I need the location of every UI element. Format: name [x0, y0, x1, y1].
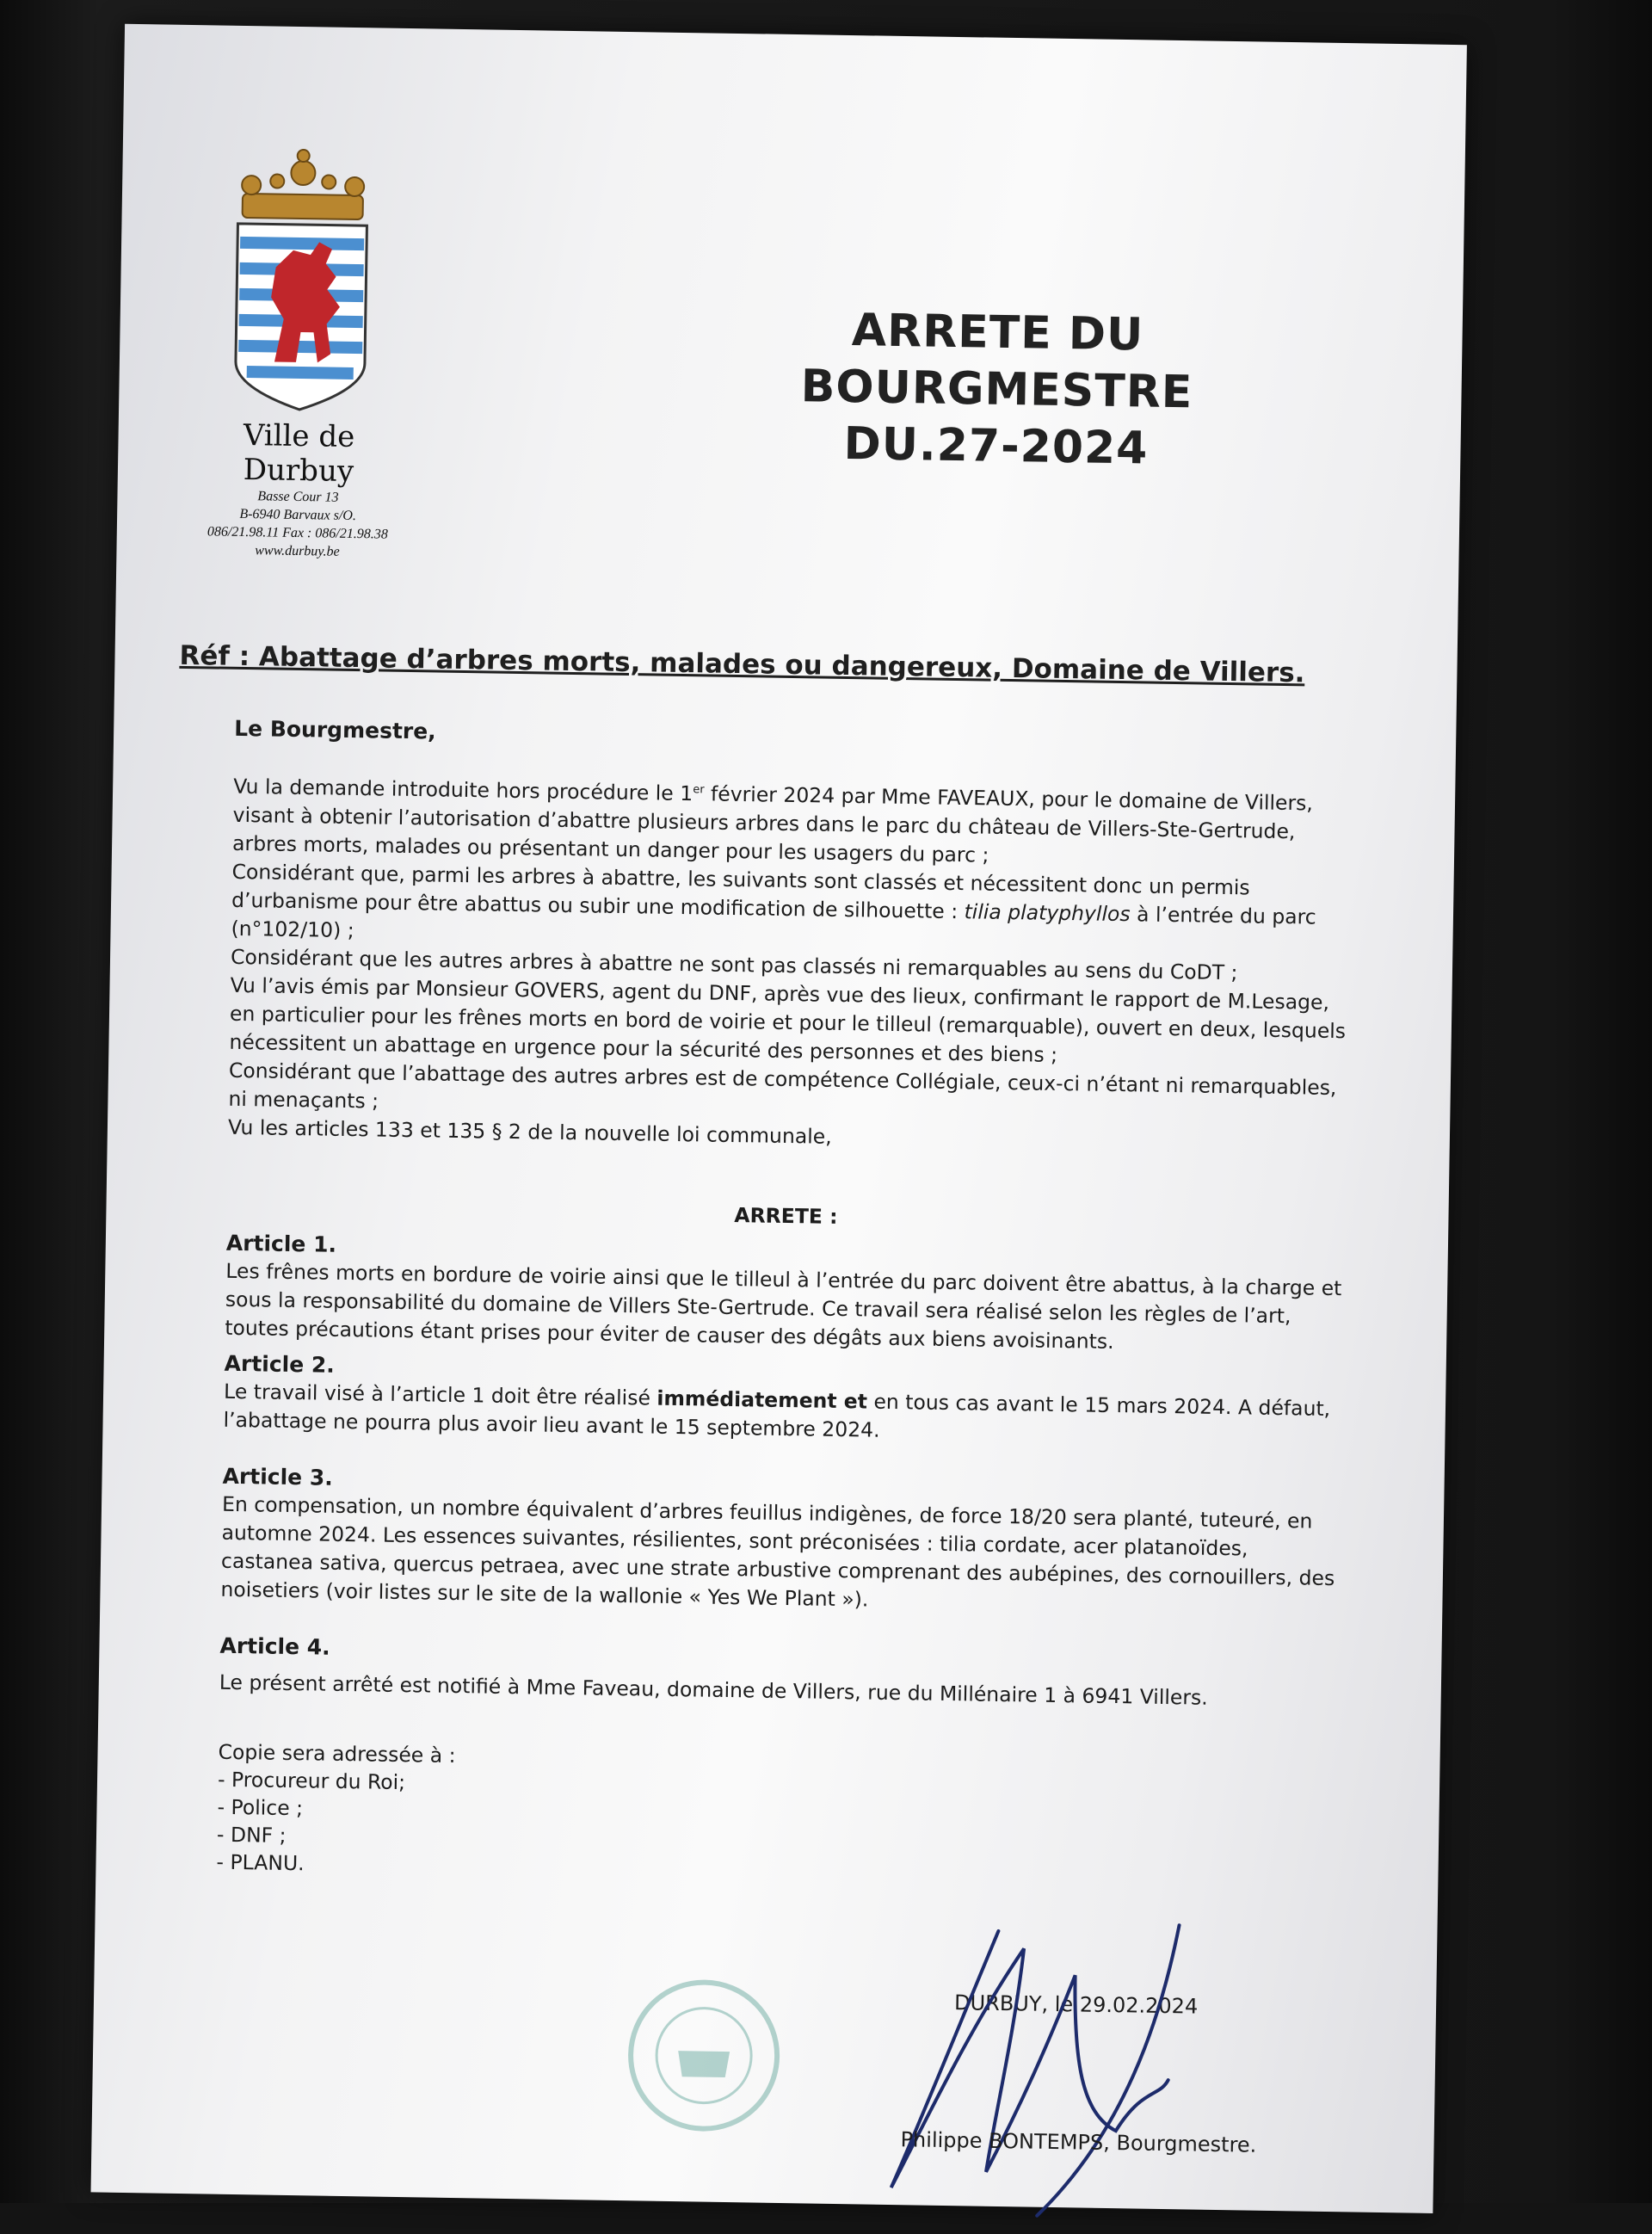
copy-recipients — [216, 1738, 1336, 1893]
article-4-text: Le présent arrêté est notifié à Mme Faveau, domaine de Villers, rue du Millénaire 1 à 6941 Villers. — [219, 1669, 1208, 1710]
document-page — [91, 24, 1467, 2213]
reference-line: Réf : Abattage d’arbres morts, malades ou dangereux, Domaine de Villers. — [179, 639, 1305, 689]
document-title — [651, 299, 1342, 480]
phone-fax-line: 086/21.98.11 Fax : 086/21.98.38 — [206, 524, 388, 542]
article-1-text: Les frênes morts en bordure de voirie ainsi que le tilleul à l’entrée du parc doivent être abattus, à la charge et sous la responsabilité du domaine de Villers Ste-Gertrude. Ce travail sera réalisé selon les règles de l’art, toutes précautions étant prises pour éviter de causer des dégâts aux biens avoisinants. — [225, 1258, 1342, 1354]
consideration-1: Vu la demande introduite hors procédure le 1er février 2024 par Mme FAVEAUX, pour le domaine de Villers, visant à obtenir l’autorisation d’abattre plusieurs arbres dans le parc du château de Villers-Ste-Gertrude, arbres morts, malades ou présentant un danger pour les usagers du parc ; — [231, 774, 1314, 867]
consideration-3: Considérant que les autres arbres à abattre ne sont pas classés ni remarquables au sens du CoDT ; — [230, 944, 1238, 985]
article-1-title: Article 1. — [225, 1230, 337, 1257]
article-2-text: Le travail visé à l’article 1 doit être réalisé immédiatement et en tous cas avant le 15 mars 2024. A défaut, l’abattage ne pourra plus avoir lieu avant le 15 septembre 2024. — [223, 1379, 1331, 1442]
title-line-2: DU.27-2024 — [843, 417, 1149, 475]
decree-heading: ARRETE : — [734, 1202, 838, 1229]
recipient-item: - DNF ; — [216, 1822, 287, 1848]
official-stamp-icon — [616, 1968, 791, 2146]
greeting: Le Bourgmestre, — [234, 715, 436, 744]
consideration-2: Considérant que, parmi les arbres à abattre, les suivants sont classés et nécessitent donc un permis d’urbanisme pour être abattus ou subir une modification de silhouette : tilia platyphyllos à l’entrée du parc (n°102/10) ; — [231, 859, 1316, 942]
article-4-title: Article 4. — [219, 1632, 330, 1660]
place-date: DURBUY, le 29.02.2024 — [953, 1990, 1199, 2019]
copy-intro: Copie sera adressée à : — [218, 1739, 456, 1768]
address-line: Basse Cour 13 — [257, 489, 339, 505]
postal-line: B-6940 Barvaux s/O. — [239, 506, 357, 524]
town-name: Ville de Durbuy — [243, 417, 355, 489]
consideration-4: Vu l’avis émis par Monsieur GOVERS, agent du DNF, après vue des lieux, confirmant le rapport de M.Lesage, en particulier pour les frênes morts en bord de voirie et pour le tilleul (remarquable), ouvert en deux, lesquels nécessitent un abattage en urgence pour la sécurité des personnes et des biens ; — [229, 972, 1347, 1067]
title-line-1: ARRETE DU BOURGMESTRE — [800, 305, 1193, 419]
signatory: Philippe BONTEMPS, Bourgmestre. — [900, 2127, 1257, 2157]
document-body — [216, 714, 1353, 1893]
recipient-item: - PLANU. — [216, 1849, 305, 1876]
website-line: www.durbuy.be — [255, 543, 340, 559]
article-3-text: En compensation, un nombre équivalent d’arbres feuillus indigènes, de force 18/20 sera planté, tuteuré, en automne 2024. Les essences suivantes, résilientes, sont préconisées : tilia cordate, acer platanoïdes, castanea sativa, quercus petraea, avec une strate arbustive comprenant des aubépines, des cornouillers, des noisetiers (voir listes sur le site de la wallonie « Yes We Plant »). — [220, 1491, 1335, 1612]
article-2-title: Article 2. — [224, 1350, 336, 1378]
coat-of-arms-icon — [188, 145, 416, 416]
letterhead — [185, 145, 416, 562]
consideration-6: Vu les articles 133 et 135 § 2 de la nouvelle loi communale, — [227, 1114, 832, 1149]
consideration-5: Considérant que l’abattage des autres arbres est de compétence Collégiale, ceux-ci n’étant ni remarquables, ni menaçants ; — [228, 1058, 1337, 1114]
article-3-title: Article 3. — [222, 1463, 333, 1490]
recipient-item: - Procureur du Roi; — [217, 1767, 406, 1794]
signature-icon — [865, 1912, 1231, 2231]
recipient-item: - Police ; — [217, 1794, 304, 1821]
